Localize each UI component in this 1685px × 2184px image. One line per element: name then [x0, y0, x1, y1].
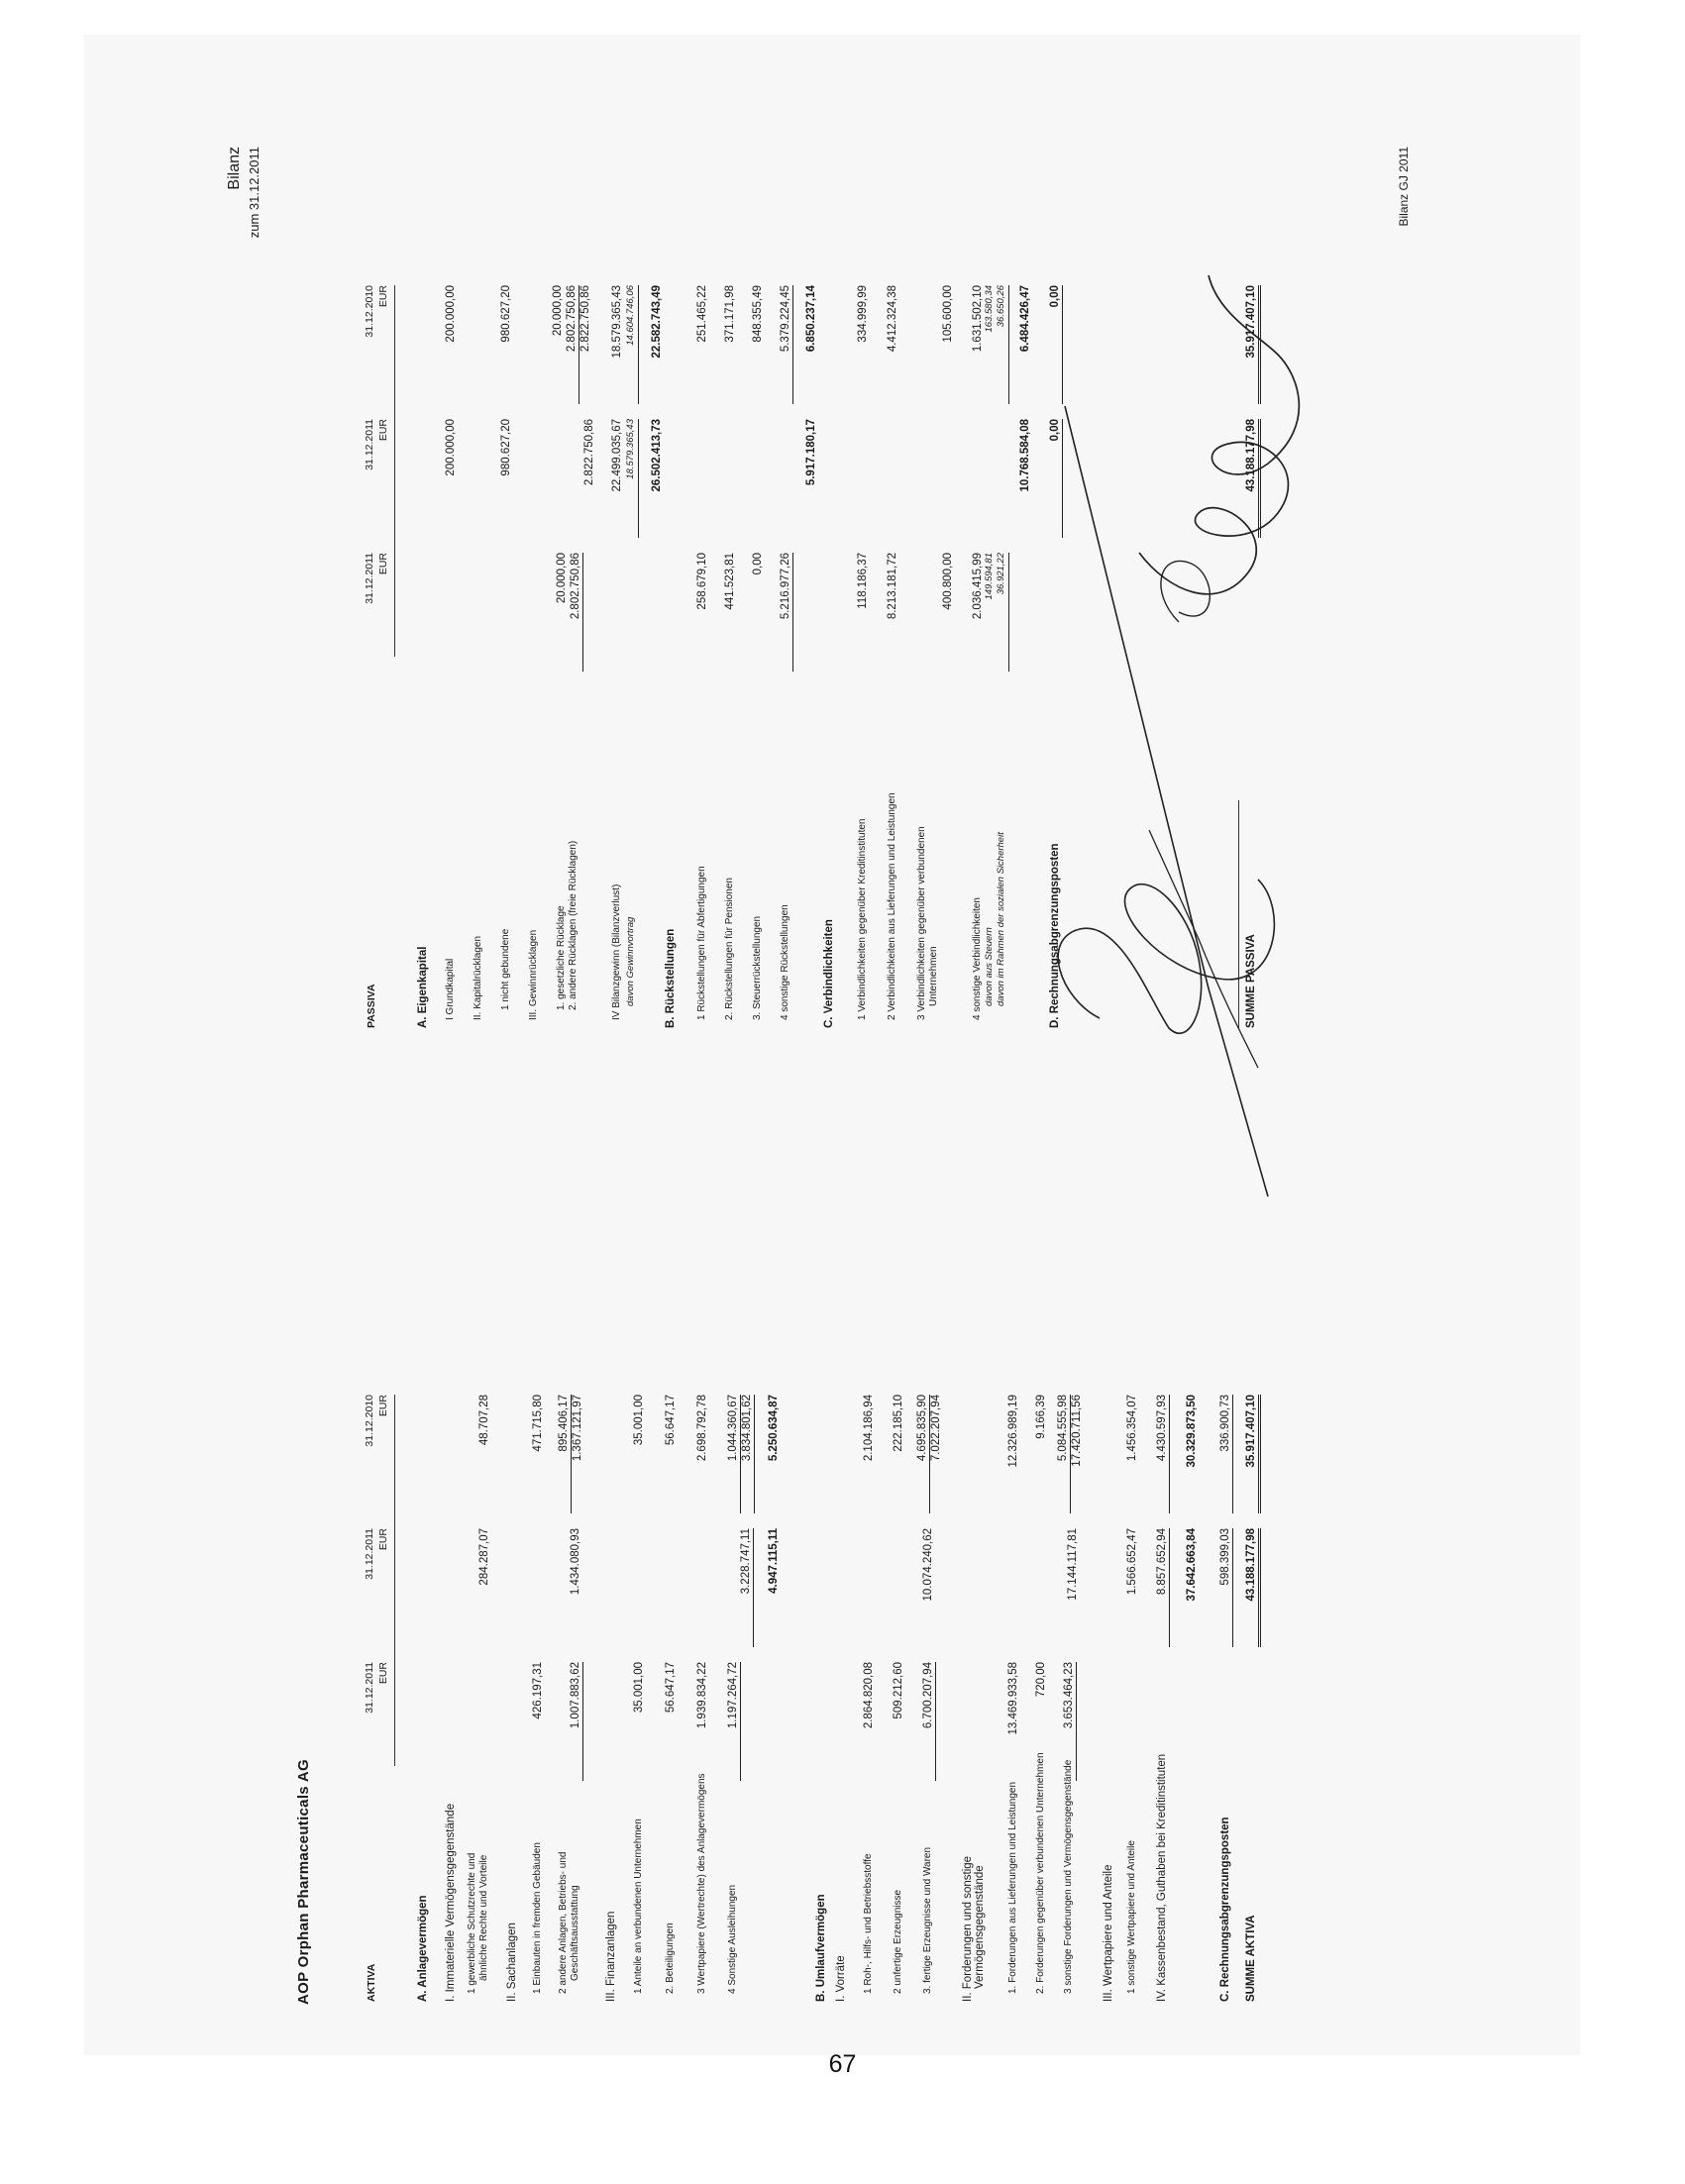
document-title: Bilanz — [226, 147, 243, 190]
passiva-a3-item2-label: 2. andere Rücklagen (freie Rücklagen) — [568, 840, 579, 1010]
aktiva-a2-item1-v1: 426.197,31 — [532, 1662, 544, 1719]
passiva-a4-v3sub: 14.604.746,06 — [624, 285, 639, 404]
passiva-a3-item2-v3a: 2.802.750,86 — [565, 285, 579, 404]
passiva-b3-v3: 848.355,49 — [752, 285, 764, 343]
passiva-b2-v1: 441.523,81 — [724, 553, 736, 610]
company-name: AOP Orphan Pharmaceuticals AG — [295, 1759, 312, 2005]
signature-1 — [1058, 880, 1274, 1033]
passiva-c4-v2: 10.768.584,08 — [1019, 419, 1031, 492]
signature-drawing — [168, 77, 1516, 2078]
passiva-c4-v3sub1: 163.580,34 — [984, 285, 995, 333]
passiva-a4-v3: 18.579.365,43 — [611, 285, 623, 359]
passiva-b1-v1: 258.679,10 — [696, 553, 708, 610]
passiva-a3-item1-v3: 20.000,00 — [552, 285, 564, 337]
passiva-b2-label: 2. Rückstellungen für Pensionen — [724, 878, 735, 1020]
passiva-a2-label: II. Kapitalrücklagen — [473, 935, 483, 1020]
aktiva-b2-item2-v3: 9.166,39 — [1035, 1395, 1047, 1439]
cancel-stroke — [1065, 406, 1268, 1196]
passiva-b3-label: 3. Steuerrückstellungen — [752, 915, 763, 1020]
passiva-a-total-v2: 26.502.413,73 — [651, 419, 663, 492]
passiva-c3-label2: Unternehmen — [928, 946, 939, 1006]
aktiva-b4-v2: 8.857.652,94 — [1155, 1528, 1170, 1647]
aktiva-b2-item1-v1: 13.469.933,58 — [1007, 1662, 1019, 1735]
aktiva-b1-item3-v3a: 4.695.835,90 — [915, 1395, 930, 1513]
aktiva-col1-date: 31.12.2011 — [364, 1662, 375, 1714]
aktiva-a2-item2-v3b: 1.367.121,97 — [572, 1395, 583, 1462]
passiva-b2-v3: 371.171,98 — [724, 285, 736, 343]
aktiva-b1-item2-label: 2 unfertige Erzeugnisse — [893, 1889, 903, 1994]
aktiva-b-total-v3: 30.329.873,50 — [1186, 1395, 1198, 1468]
passiva-b-total-v3: 6.850.237,14 — [805, 285, 817, 353]
passiva-a3-label: III. Gewinnrücklagen — [528, 929, 539, 1020]
aktiva-a3-item3-v3: 2.698.792,78 — [696, 1395, 708, 1462]
passiva-b4-label: 4 sonstige Rückstellungen — [780, 904, 790, 1020]
passiva-a2-item1-v2: 980.627,20 — [500, 419, 512, 476]
passiva-b1-v3: 251.465,22 — [696, 285, 708, 343]
passiva-section-a: A. Eigenkapital — [417, 946, 429, 1028]
passiva-a3-item1-v1: 20.000,00 — [556, 553, 568, 604]
page-number: 67 — [828, 2050, 857, 2078]
aktiva-a3-item4-v3b: 3.834.801,62 — [740, 1395, 755, 1513]
aktiva-a2-item2-label: 2 andere Anlagen, Betriebs- und — [558, 1851, 569, 1994]
passiva-d-v3: 0,00 — [1048, 285, 1063, 404]
passiva-sum-v2: 43.188.177,98 — [1244, 419, 1261, 538]
passiva-b4-v3: 5.379.224,45 — [779, 285, 793, 404]
aktiva-b2-item2-v1: 720,00 — [1035, 1662, 1047, 1698]
passiva-a2-item1-v3: 980.627,20 — [500, 285, 512, 343]
passiva-c4-v3: 1.631.502,10 — [972, 285, 984, 353]
passiva-c4-v1: 2.036.415,99 — [972, 553, 984, 620]
aktiva-sum-v2: 43.188.177,98 — [1244, 1528, 1261, 1647]
aktiva-b1-item3-v2: 10.074.240,62 — [922, 1528, 934, 1602]
passiva-c1-label: 1 Verbindlichkeiten gegenüber Kreditinstituten — [857, 818, 868, 1020]
aktiva-a3-item4-v3a: 1.044.360,67 — [726, 1395, 741, 1513]
aktiva-col1-unit: EUR — [377, 1662, 389, 1685]
aktiva-b2-item3-label: 3 sonstige Forderungen und Vermögensgegenstände — [1063, 1759, 1074, 1994]
aktiva-a2-item2-v3a: 895.406,17 — [557, 1395, 572, 1513]
aktiva-a1-item1-label2: ähnliche Rechte und Vorteile — [478, 1854, 489, 1981]
aktiva-b2-item3-v2: 17.144.117,81 — [1067, 1528, 1079, 1601]
passiva-a4-sub: davon Gewinnvortrag — [625, 916, 636, 1006]
aktiva-c-v2: 598.399,03 — [1218, 1528, 1233, 1647]
passiva-a3-item2-v2: 2.822.750,86 — [583, 419, 595, 486]
passiva-c2-label: 2 Verbindlichkeiten aus Lieferungen und Leistungen — [887, 792, 897, 1020]
signature-2-loop — [1161, 561, 1210, 622]
aktiva-b3-item1-v2: 1.566.652,47 — [1126, 1528, 1138, 1596]
aktiva-section-a: A. Anlagevermögen — [417, 1895, 429, 2002]
aktiva-a3-item3-label: 3 Wertpapiere (Wertrechte) des Anlagevermögens — [696, 1773, 707, 1994]
aktiva-a3-item1-label: 1 Anteile an verbundenen Unternehmen — [633, 1819, 644, 1994]
aktiva-b4-v3: 4.430.597,93 — [1155, 1395, 1170, 1513]
aktiva-b3-item1-label: 1 sonstige Wertpapiere und Anteile — [1126, 1840, 1137, 1994]
passiva-section-d: D. Rechnungsabgrenzungsposten — [1049, 843, 1061, 1028]
passiva-a3-item2-v1: 2.802.750,86 — [569, 553, 583, 672]
aktiva-b2-heading: II. Forderungen und sonstige — [962, 1855, 974, 2002]
aktiva-b1-item2-v3: 222.185,10 — [893, 1395, 904, 1452]
passiva-section-c: C. Verbindlichkeiten — [823, 919, 835, 1028]
passiva-a4-v2sub: 18.579.365,43 — [624, 419, 639, 538]
aktiva-b3-item1-v3: 1.456.354,07 — [1126, 1395, 1138, 1462]
passiva-c4-label: 4 sonstige Verbindlichkeiten — [972, 897, 983, 1020]
aktiva-sum-v3: 35.917.407,10 — [1244, 1395, 1261, 1513]
aktiva-a2-heading: II. Sachanlagen — [506, 1923, 518, 2002]
aktiva-a3-item4-v2: 3.228.747,11 — [739, 1528, 754, 1647]
aktiva-b1-item1-v3: 2.104.186,94 — [863, 1395, 875, 1462]
document-date: zum 31.12.2011 — [247, 147, 262, 239]
passiva-b1-label: 1 Rückstellungen für Abfertigungen — [696, 866, 707, 1020]
passiva-b3-v1: 0,00 — [752, 553, 764, 575]
aktiva-b2-item3-v3b: 17.420.711,56 — [1071, 1395, 1083, 1467]
aktiva-a2-item2-v1: 1.007.883,62 — [569, 1662, 583, 1781]
passiva-c4-sub1: davon aus Steuern — [984, 927, 995, 1006]
aktiva-a3-item4-label: 4 Sonstige Ausleihungen — [727, 1884, 738, 1994]
aktiva-b1-item3-v1: 6.700.207,94 — [921, 1662, 936, 1781]
signature-1-tail — [1149, 830, 1258, 1068]
aktiva-a3-item2-label: 2. Beteiligungen — [665, 1923, 676, 1994]
aktiva-a3-heading: III. Finanzanlagen — [605, 1911, 617, 2002]
passiva-c3-label: 3 Verbindlichkeiten gegenüber verbundenen — [916, 826, 927, 1020]
passiva-a4-v2: 22.499.035,67 — [611, 419, 623, 492]
aktiva-a3-item1-v1: 35.001,00 — [633, 1662, 645, 1714]
footer-label: Bilanz GJ 2011 — [1397, 147, 1411, 227]
aktiva-b4-heading: IV. Kassenbestand, Guthaben bei Kreditinstituten — [1156, 1753, 1168, 2002]
aktiva-b2-item1-label: 1. Forderungen aus Lieferungen und Leistungen — [1007, 1781, 1018, 1994]
aktiva-b2-item3-v1: 3.653.464,23 — [1062, 1662, 1077, 1781]
aktiva-b-total-v2: 37.642.663,84 — [1186, 1528, 1198, 1602]
aktiva-b2-item3-v3a: 5.084.555,98 — [1056, 1395, 1071, 1513]
passiva-d-v2: 0,00 — [1048, 419, 1063, 538]
aktiva-section-b: B. Umlaufvermögen — [815, 1894, 827, 2002]
passiva-a3-item2-v3b: 2.822.750,86 — [579, 285, 591, 353]
aktiva-col2-unit: EUR — [377, 1528, 389, 1551]
aktiva-a2-item1-v3: 471.715,80 — [532, 1395, 544, 1452]
aktiva-b1-heading: I. Vorräte — [835, 1955, 847, 2002]
passiva-col1-unit: EUR — [377, 553, 389, 575]
aktiva-b1-item1-label: 1 Roh-, Hilfs- und Betriebsstoffe — [863, 1853, 874, 1994]
aktiva-heading: AKTIVA — [366, 1963, 377, 2002]
passiva-section-b: B. Rückstellungen — [665, 928, 677, 1028]
passiva-c4-v1sub1: 149.594,81 — [984, 553, 995, 600]
passiva-col3-unit: EUR — [377, 285, 389, 308]
aktiva-b2-item2-label: 2. Forderungen gegenüber verbundenen Unternehmen — [1035, 1752, 1046, 1994]
aktiva-b1-item3-v3b: 7.022.207,94 — [930, 1395, 942, 1462]
passiva-c1-v1: 118.186,37 — [857, 553, 869, 609]
aktiva-a3-item2-v1: 56.647,17 — [665, 1662, 677, 1714]
aktiva-b1-item1-v1: 2.864.820,08 — [863, 1662, 875, 1729]
passiva-heading: PASSIVA — [366, 984, 377, 1028]
passiva-a-total-v3: 22.582.743,49 — [651, 285, 663, 359]
passiva-c2-v3: 4.412.324,38 — [887, 285, 898, 353]
aktiva-a-total-v3: 5.250.634,87 — [768, 1395, 780, 1462]
aktiva-col3-date: 31.12.2010 — [364, 1395, 375, 1447]
passiva-c-total-v3: 6.484.426,47 — [1019, 285, 1031, 353]
passiva-c3-v1: 400.800,00 — [942, 553, 954, 610]
passiva-col2-date: 31.12.2011 — [364, 419, 375, 470]
balance-sheet — [168, 77, 1516, 2078]
aktiva-b2-item1-v3: 12.326.989,19 — [1007, 1395, 1019, 1468]
passiva-c4-v1sub2: 36.921,22 — [995, 553, 1009, 672]
aktiva-a3-item1-v3: 35.001,00 — [633, 1395, 645, 1446]
passiva-a2-item1-label: 1 nicht gebundene — [500, 928, 511, 1010]
passiva-c4-v3sub2: 36.650,26 — [995, 285, 1009, 404]
passiva-a1-label: I Grundkapital — [445, 958, 456, 1020]
passiva-c3-v3: 105.600,00 — [942, 285, 954, 343]
aktiva-section-c: C. Rechnungsabgrenzungsposten — [1219, 1817, 1231, 2002]
aktiva-a-total-v2: 4.947.115,11 — [768, 1528, 780, 1594]
aktiva-a3-item3-v1: 1.939.834,22 — [696, 1662, 708, 1729]
passiva-col3-date: 31.12.2010 — [364, 285, 375, 338]
passiva-col2-unit: EUR — [377, 419, 389, 442]
aktiva-a1-item1-label: 1 gewerbliche Schutzrechte und — [467, 1852, 477, 1994]
passiva-a1-v2: 200.000,00 — [445, 419, 457, 476]
aktiva-a1-item1-v2: 284.287,07 — [478, 1528, 490, 1586]
passiva-sum-label: SUMME PASSIVA — [1245, 934, 1257, 1028]
aktiva-a2-item2-label2: Geschäftsausstattung — [570, 1885, 580, 1981]
aktiva-b1-item3-label: 3. fertige Erzeugnisse und Waren — [922, 1846, 933, 1994]
aktiva-col2-date: 31.12.2011 — [364, 1528, 375, 1580]
passiva-c4-sub2: davon im Rahmen der sozialen Sicherheit — [996, 832, 1006, 1006]
passiva-c2-v1: 8.213.181,72 — [887, 553, 898, 620]
passiva-a4-label: IV Bilanzgewinn (Bilanzverlust) — [611, 884, 622, 1020]
passiva-b4-v1: 5.216.977,26 — [779, 553, 793, 672]
signature-2 — [1139, 275, 1299, 594]
aktiva-col3-unit: EUR — [377, 1395, 389, 1417]
passiva-a1-v3: 200.000,00 — [445, 285, 457, 343]
passiva-b-total-v2: 5.917.180,17 — [805, 419, 817, 486]
aktiva-a2-item1-label: 1 Einbauten in fremden Gebäuden — [532, 1842, 543, 1994]
aktiva-b3-heading: III. Wertpapiere und Anteile — [1103, 1864, 1114, 2002]
aktiva-a1-heading: I. Immaterielle Vermögensgegenstände — [445, 1803, 457, 2002]
aktiva-b1-item2-v1: 509.212,60 — [893, 1662, 904, 1719]
passiva-a3-item1-label: 1. gesetzliche Rücklage — [556, 905, 567, 1010]
aktiva-a1-item1-v3: 48.707,28 — [478, 1395, 490, 1446]
aktiva-b2-heading2: Vermögensgegenstände — [974, 1865, 986, 1989]
aktiva-a2-item2-v2: 1.434.080,93 — [570, 1528, 581, 1596]
passiva-c1-v3: 334.999,99 — [857, 285, 869, 343]
aktiva-sum-label: SUMME AKTIVA — [1245, 1915, 1257, 2002]
passiva-sum-v3: 35.917.407,10 — [1244, 285, 1261, 404]
aktiva-a3-item2-v3: 56.647,17 — [665, 1395, 677, 1446]
passiva-col1-date: 31.12.2011 — [364, 553, 375, 604]
aktiva-c-v3: 336.900,73 — [1218, 1395, 1233, 1513]
aktiva-a3-item4-v1: 1.197.264,72 — [726, 1662, 741, 1781]
